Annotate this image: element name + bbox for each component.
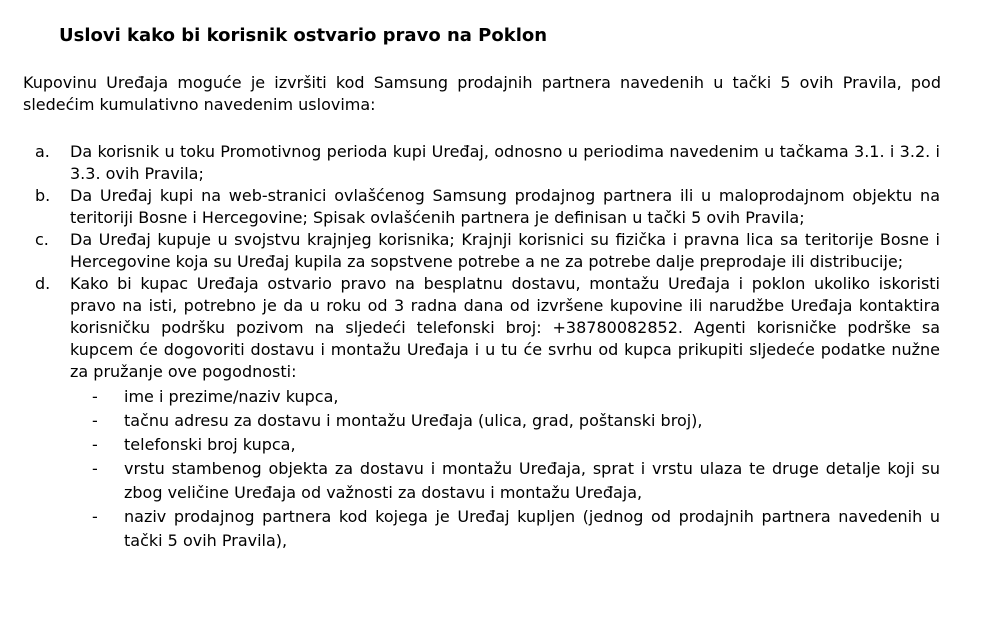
sub-list-item-text: ime i prezime/naziv kupca, — [124, 387, 339, 406]
list-item-text: Da Uređaj kupuje u svojstvu krajnjeg korisnika; Krajnji korisnici su fizička i pravna lica sa teritorije Bosne i Hercegovine koja su Uređaj kupila za sopstvene potrebe a ne za potrebe dalje preprodaje ili distribucije; — [70, 230, 940, 271]
list-item-text: Da Uređaj kupi na web-stranici ovlašćenog Samsung prodajnog partnera ili u maloprodajnom objektu na teritoriji Bosne i Hercegovine; Spisak ovlašćenih partnera je definisan u tački 5 ovih Pravila; — [70, 186, 940, 227]
required-data-list — [0, 385, 997, 553]
sub-list-item — [0, 433, 997, 457]
section-heading: Uslovi kako bi korisnik ostvario pravo na Poklon — [59, 25, 548, 46]
dash-bullet: - — [92, 411, 98, 430]
sub-list-item-text: telefonski broj kupca, — [124, 435, 296, 454]
list-marker: d. — [35, 274, 51, 293]
intro-paragraph: Kupovinu Uređaja moguće je izvršiti kod Samsung prodajnih partnera navedenih u tački 5 ovih Pravila, pod sledećim kumulativno navedenim uslovima: — [23, 73, 941, 114]
sub-list-item-text: vrstu stambenog objekta za dostavu i montažu Uređaja, sprat i vrstu ulaza te druge detalje koji su zbog veličine Uređaja od važnosti za dostavu i montažu Uređaja, — [124, 459, 940, 502]
sub-list-item — [0, 385, 997, 409]
dash-bullet: - — [92, 387, 98, 406]
list-item-d — [0, 273, 997, 383]
list-marker: b. — [35, 186, 51, 205]
list-item-text: Kako bi kupac Uređaja ostvario pravo na besplatnu dostavu, montažu Uređaja i poklon ukoliko iskoristi pravo na isti, potrebno je da u roku od 3 radna dana od izvršene kupovine ili narudžbe Uređaja kontaktira korisničku podršku pozivom na sljedeći telefonski broj: +38780082852. Agenti korisničke podrške sa kupcem će dogovoriti dostavu i montažu Uređaja i u tu će svrhu od kupca prikupiti sljedeće podatke nužne za pružanje ove pogodnosti: — [70, 274, 940, 381]
list-marker: a. — [35, 142, 50, 161]
list-marker: c. — [35, 230, 49, 249]
list-item-text: Da korisnik u toku Promotivnog perioda kupi Uređaj, odnosno u periodima navedenim u tačkama 3.1. i 3.2. i 3.3. ovih Pravila; — [70, 142, 940, 183]
dash-bullet: - — [92, 507, 98, 526]
dash-bullet: - — [92, 435, 98, 454]
sub-list-item-text: tačnu adresu za dostavu i montažu Uređaja (ulica, grad, poštanski broj), — [124, 411, 703, 430]
sub-list-item — [0, 457, 997, 505]
list-item-a — [0, 141, 997, 185]
sub-list-item — [0, 409, 997, 433]
list-item-b — [0, 185, 997, 229]
sub-list-item-text: naziv prodajnog partnera kod kojega je Uređaj kupljen (jednog od prodajnih partnera navedenih u tački 5 ovih Pravila), — [124, 507, 940, 550]
conditions-list — [0, 141, 997, 553]
sub-list-item — [0, 505, 997, 553]
list-item-c — [0, 229, 997, 273]
dash-bullet: - — [92, 459, 98, 478]
